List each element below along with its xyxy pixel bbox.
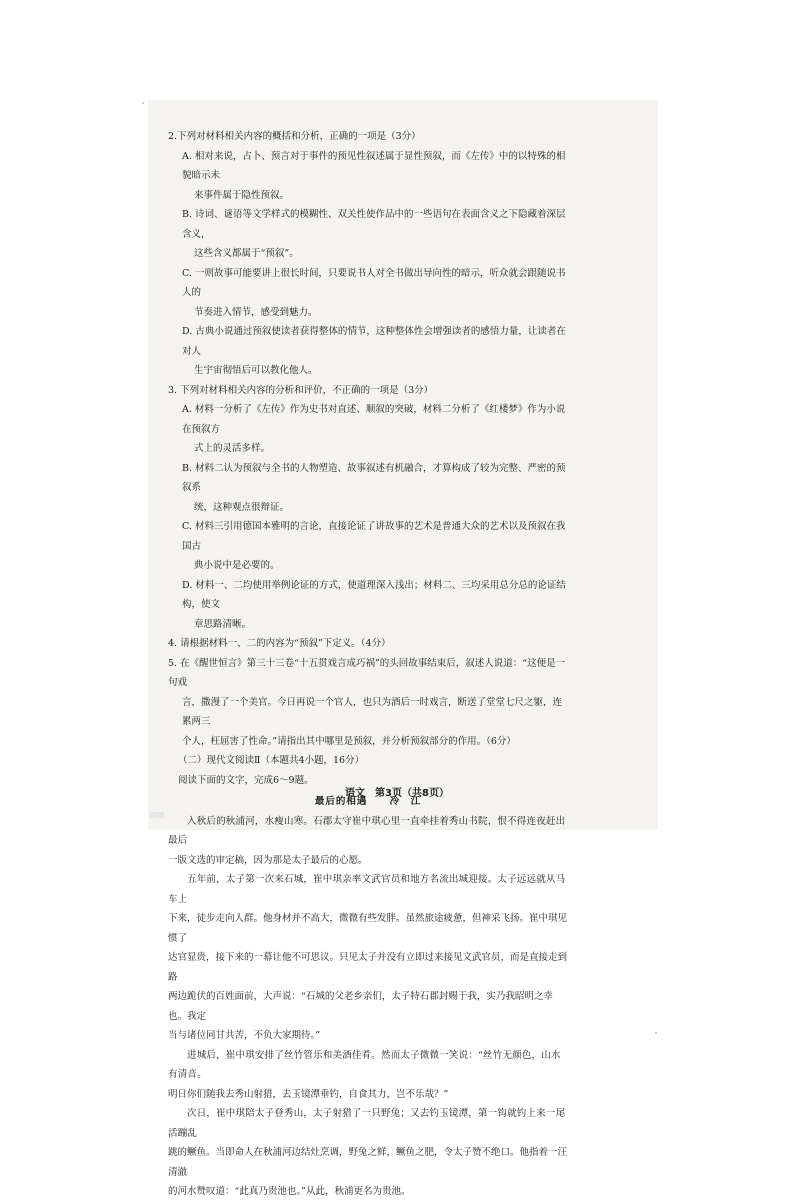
option-c-cont: 典小说中是必要的。 bbox=[194, 560, 280, 571]
option-d: D. 古典小说通过预叙使读者获得整体的情节，这种整体性会增强读者的感悟力量，让读者在对人 bbox=[182, 326, 566, 357]
question-5-line: 5. 在《醒世恒言》第三十三卷“十五贯戏言成巧祸”的头回故事结束后，叙述人说道：“这便是一句戏 bbox=[168, 657, 566, 688]
scan-speck bbox=[655, 1032, 657, 1034]
option-d: D. 材料一、二均使用举例论证的方式，使道理深入浅出；材料二、三均采用总分总的论证结构，使文 bbox=[182, 579, 566, 610]
question-4: 4. 请根据材料一、二的内容为“预叙”下定义。（4分） bbox=[168, 638, 391, 649]
paragraph-line: 一版文选的审定稿，因为那是太子最后的心愿。 bbox=[168, 854, 368, 866]
option-c: C. 一则故事可能要讲上很长时间，只要说书人对全书做出导向性的暗示，听众就会跟随说书人的 bbox=[182, 267, 566, 298]
paragraph-line: 五年前，太子第一次来石城，崔中琪亲率文武官员和地方名流出城迎接。太子远远就从马车上 bbox=[168, 874, 566, 905]
question-stem: 3. 下列对材料相关内容的分析和评价，不正确的一项是（3分） bbox=[168, 384, 434, 396]
question-3 bbox=[168, 381, 568, 635]
paragraph-line: 进城后，崔中琪安排了丝竹管乐和美酒佳肴。然而太子微微一笑说：“丝竹无颜色，山水有清音。 bbox=[168, 1049, 561, 1080]
option-b-cont: 统，这种观点很辩证。 bbox=[194, 501, 290, 513]
option-d-cont: 生宇宙彻悟后可以教化他人。 bbox=[194, 365, 318, 376]
scan-smudge bbox=[150, 812, 164, 818]
paragraph-line: 达官显贵，接下来的一幕让他不可思议。只见太子并没有立即过来接见文武官员，而是直接走到路 bbox=[168, 952, 568, 983]
paragraph-line: 的河水赞叹道：“此真乃贵池也。”从此，秋浦更名为贵池。 bbox=[168, 1186, 411, 1197]
question-2 bbox=[168, 127, 568, 381]
option-c-cont: 节奏进入情节，感受到魅力。 bbox=[194, 306, 318, 318]
page-footer: 语文 第3页（共8页） bbox=[345, 788, 449, 799]
option-b: B. 材料二认为预叙与全书的人物塑造、故事叙述有机融合，才算构成了较为完整、严密的预叙系 bbox=[182, 462, 566, 493]
paragraph-line: 下来，徒步走向人群。他身材并不高大，微微有些发胖。虽然旅途疲惫，但神采飞扬。崔中琪见惯了 bbox=[168, 913, 568, 944]
paragraph-line: 明日你们随我去秀山射猎，去玉镜潭垂钓，自食其力，岂不乐哉？” bbox=[168, 1088, 449, 1100]
option-a-cont: 式上的灵活多样。 bbox=[194, 443, 271, 454]
question-stem: 2.下列对材料相关内容的概括和分析，正确的一项是（3分） bbox=[168, 131, 421, 142]
paragraph-line: 两边跪伏的百姓面前，大声说：“石城的父老乡亲们，太子特石郡封赐于我，实乃我昭明之幸也。我定 bbox=[168, 991, 553, 1022]
option-d-cont: 章思路清晰。 bbox=[194, 618, 252, 630]
question-5-line: 个人，枉屈害了性命。”请指出其中哪里是预叙，并分析预叙部分的作用。（6分） bbox=[182, 735, 516, 747]
paragraph-line: 跳的鳜鱼。当即命人在秋浦河边结灶烹调，野兔之鲜，鳜鱼之肥，令太子赞不绝口。他指着一汪清澈 bbox=[168, 1147, 568, 1178]
paragraph-line: 次日，崔中琪陪太子登秀山，太子射猎了一只野兔；又去钓玉镜潭，第一钩就钓上来一尾活蹦乱 bbox=[168, 1108, 566, 1139]
section-heading: （二）现代文阅读Ⅱ（本题共4小题，16分） bbox=[178, 755, 365, 766]
option-c: C. 材料三引用德国本雅明的言论，直接论证了讲故事的艺术是普通大众的艺术以及预叙在我国古 bbox=[182, 521, 566, 552]
section-instruction: 阅读下面的文字，完成6～9题。 bbox=[178, 774, 314, 786]
option-a-cont: 来事件属于隐性预叙。 bbox=[194, 189, 290, 201]
paragraph-line: 当与诸位同甘共苦，不负大家期待。” bbox=[168, 1030, 321, 1041]
article-author: 冷 江 bbox=[389, 796, 422, 807]
option-b-cont: 这些含义都属于“预叙”。 bbox=[194, 248, 299, 259]
question-5 bbox=[168, 654, 568, 752]
paragraph-line: 入秋后的秋浦河，水瘦山寒。石郡太守崔中琪心里一直牵挂着秀山书院，恨不得连夜赶出最后 bbox=[168, 815, 566, 846]
option-b: B. 诗词、谜语等文学样式的模糊性、双关性使作品中的一些语句在表面含义之下隐藏着深层含义， bbox=[182, 209, 566, 240]
question-5-line: 言，撒漫了一个美官。今日再说一个官人，也只为酒后一时戏言，断送了堂堂七尺之躯，连累两三 bbox=[182, 696, 563, 727]
option-a: A. 材料一分析了《左传》作为史书对直述、顺叙的突破，材料二分析了《红楼梦》作为小说在预叙方 bbox=[182, 404, 566, 435]
article-title: 最后的相遇 bbox=[314, 796, 368, 807]
option-a: A. 相对来说，占卜、预言对于事件的预见性叙述属于显性预叙，而《左传》中的以特殊的相貌暗示未 bbox=[182, 150, 566, 181]
page-content bbox=[168, 127, 568, 1202]
article-body bbox=[168, 812, 568, 1202]
scan-speck bbox=[142, 102, 144, 104]
